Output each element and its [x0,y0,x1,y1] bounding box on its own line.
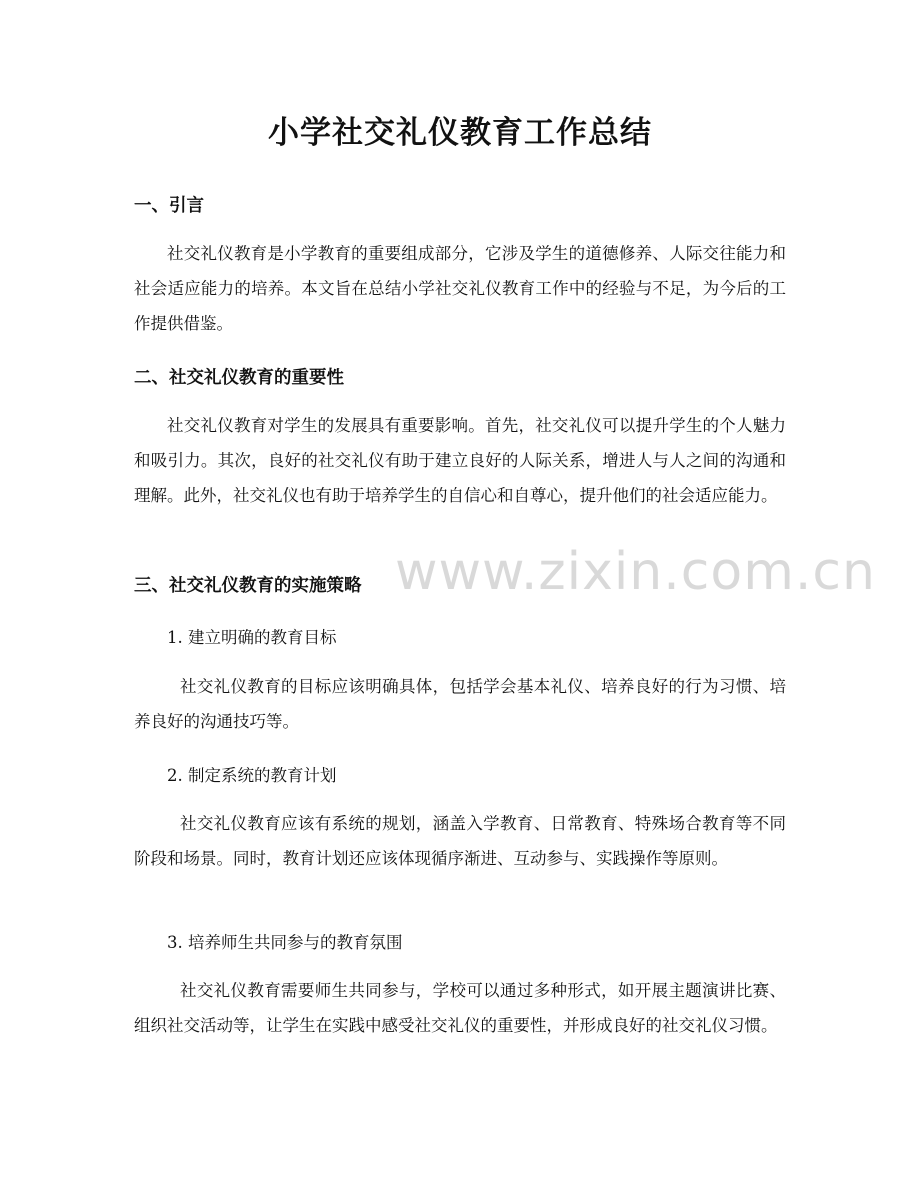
strategy-item-paragraph: 社交礼仪教育的目标应该明确具体，包括学会基本礼仪、培养良好的行为习惯、培养良好的沟通技巧等。 [134,677,786,731]
strategy-item-label: 3. 培养师生共同参与的教育氛围 [167,933,403,952]
strategy-item-paragraph: 社交礼仪教育应该有系统的规划，涵盖入学教育、日常教育、特殊场合教育等不同阶段和场景。同时，教育计划还应该体现循序渐进、互动参与、实践操作等原则。 [134,814,786,868]
section-heading-importance: 二、社交礼仪教育的重要性 [134,368,344,388]
strategy-item-label: 1. 建立明确的教育目标 [167,628,337,647]
section-heading-strategy: 三、社交礼仪教育的实施策略 [134,576,362,596]
document-title: 小学社交礼仪教育工作总结 [268,115,652,151]
section-paragraph-importance: 社交礼仪教育对学生的发展具有重要影响。首先，社交礼仪可以提升学生的个人魅力和吸引力。其次，良好的社交礼仪有助于建立良好的人际关系，增进人与人之间的沟通和理解。此外，社交礼仪也有助于培养学生的自信心和自尊心，提升他们的社会适应能力。 [134,416,786,505]
watermark: www.zixin.com.cn [395,542,876,602]
strategy-item-label: 2. 制定系统的教育计划 [167,766,337,785]
strategy-item-paragraph: 社交礼仪教育需要师生共同参与，学校可以通过多种形式，如开展主题演讲比赛、组织社交活动等，让学生在实践中感受社交礼仪的重要性，并形成良好的社交礼仪习惯。 [134,981,786,1035]
section-paragraph-intro: 社交礼仪教育是小学教育的重要组成部分，它涉及学生的道德修养、人际交往能力和社会适应能力的培养。本文旨在总结小学社交礼仪教育工作中的经验与不足，为今后的工作提供借鉴。 [134,244,786,333]
section-heading-intro: 一、引言 [134,196,204,216]
